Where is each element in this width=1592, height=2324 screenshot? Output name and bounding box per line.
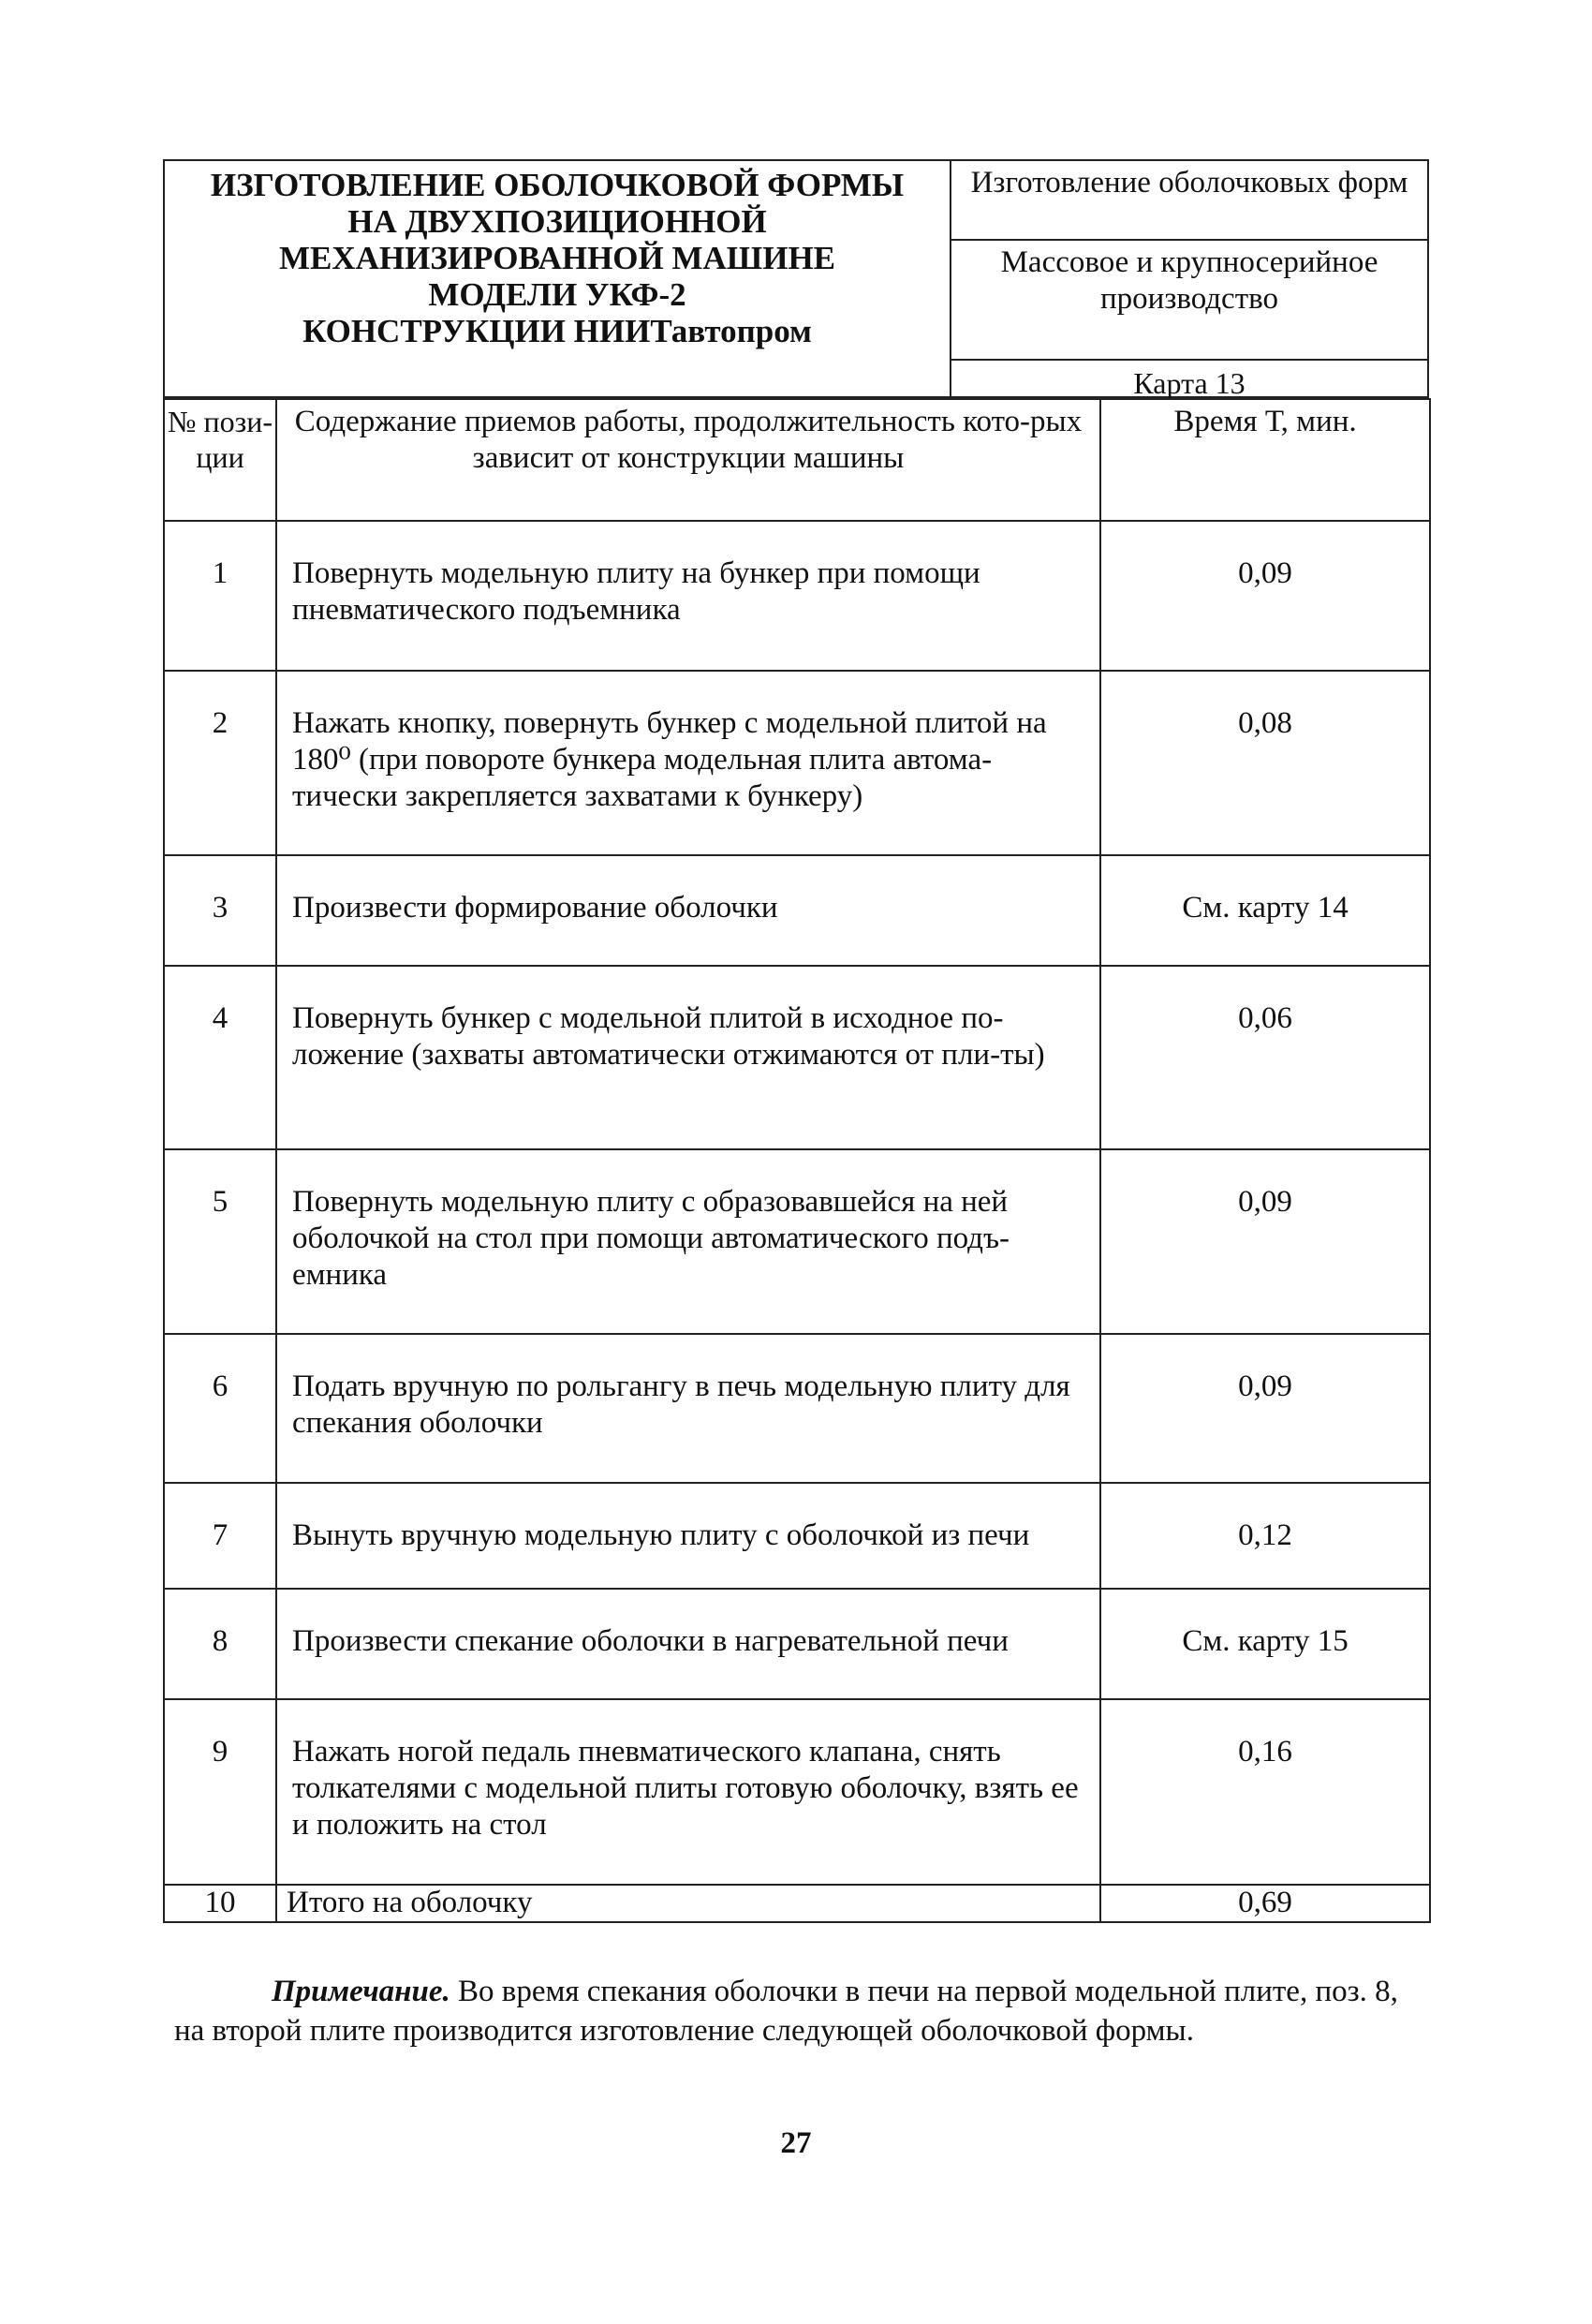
row-content: Произвести формирование оболочки — [276, 855, 1100, 966]
row-number: 5 — [164, 1149, 276, 1334]
row-number: 7 — [164, 1483, 276, 1589]
table-row — [164, 855, 1430, 966]
row-content: Вынуть вручную модельную плиту с оболочкой из печи — [276, 1483, 1100, 1589]
operation-name: Изготовление оболочковых форм — [951, 161, 1427, 241]
table-header-row — [164, 399, 1430, 521]
row-content: Нажать кнопку, повернуть бункер с модельной плитой на 180⁰ (при повороте бункера модельная плита автома-тически закрепляется захватами к бункеру) — [276, 671, 1100, 855]
footnote — [174, 1972, 1410, 2050]
row-content: Повернуть бункер с модельной плитой в исходное по-ложение (захваты автоматически отжимаются от пли-ты) — [276, 966, 1100, 1149]
row-content: Подать вручную по рольгангу в печь модельную плиту для спекания оболочки — [276, 1334, 1100, 1483]
card-title: ИЗГОТОВЛЕНИЕ ОБОЛОЧКОВОЙ ФОРМЫ НА ДВУХПОЗИЦИОННОЙ МЕХАНИЗИРОВАННОЙ МАШИНЕ МОДЕЛИ УКФ-2 КОНСТРУКЦИИ НИИТавтопром — [165, 161, 951, 396]
row-time: 0,08 — [1100, 671, 1430, 855]
footnote-text: Во время спекания оболочки в печи на первой модельной плите, поз. 8, на второй плите производится изготовление следующей оболочковой формы. — [174, 1975, 1398, 2048]
row-number: 4 — [164, 966, 276, 1149]
row-time: 0,09 — [1100, 1149, 1430, 1334]
card-header — [163, 159, 1429, 398]
production-type: Массовое и крупносерийное производство — [951, 241, 1427, 361]
footnote-lead: Примечание. — [272, 1975, 450, 2008]
card-number: Карта 13 — [1133, 366, 1246, 400]
row-number: 8 — [164, 1589, 276, 1699]
row-time: 0,09 — [1100, 521, 1430, 671]
row-time: 0,16 — [1100, 1699, 1430, 1885]
row-content: Произвести спекание оболочки в нагревательной печи — [276, 1589, 1100, 1699]
row-content: Нажать ногой педаль пневматического клапана, снять толкателями с модельной плиты готовую оболочку, взять ее и положить на стол — [276, 1699, 1100, 1885]
operations-table — [163, 398, 1431, 1923]
table-row — [164, 521, 1430, 671]
row-time: 0,09 — [1100, 1334, 1430, 1483]
row-time: См. карту 15 — [1100, 1589, 1430, 1699]
table-row — [164, 1149, 1430, 1334]
table-row — [164, 966, 1430, 1149]
page-number: 27 — [780, 2126, 812, 2160]
row-content: Повернуть модельную плиту с образовавшейся на ней оболочкой на стол при помощи автоматического подъ-емника — [276, 1149, 1100, 1334]
row-number: 1 — [164, 521, 276, 671]
row-time: 0,06 — [1100, 966, 1430, 1149]
column-header-content: Содержание приемов работы, продолжительность кото-рых зависит от конструкции машины — [276, 399, 1100, 521]
row-number: 9 — [164, 1699, 276, 1885]
table-row — [164, 1589, 1430, 1699]
table-row — [164, 1334, 1430, 1483]
row-number: 2 — [164, 671, 276, 855]
row-time: См. карту 14 — [1100, 855, 1430, 966]
total-number: 10 — [164, 1885, 276, 1922]
column-header-number: № пози-ции — [164, 399, 276, 521]
total-label: Итого на оболочку — [276, 1885, 1100, 1922]
table-row — [164, 671, 1430, 855]
table-row — [164, 1699, 1430, 1885]
total-row — [164, 1885, 1430, 1922]
column-header-time: Время Т, мин. — [1100, 399, 1430, 521]
row-number: 6 — [164, 1334, 276, 1483]
row-number: 3 — [164, 855, 276, 966]
table-row — [164, 1483, 1430, 1589]
row-content: Повернуть модельную плиту на бункер при помощи пневматического подъемника — [276, 521, 1100, 671]
row-time: 0,12 — [1100, 1483, 1430, 1589]
total-time: 0,69 — [1100, 1885, 1430, 1922]
